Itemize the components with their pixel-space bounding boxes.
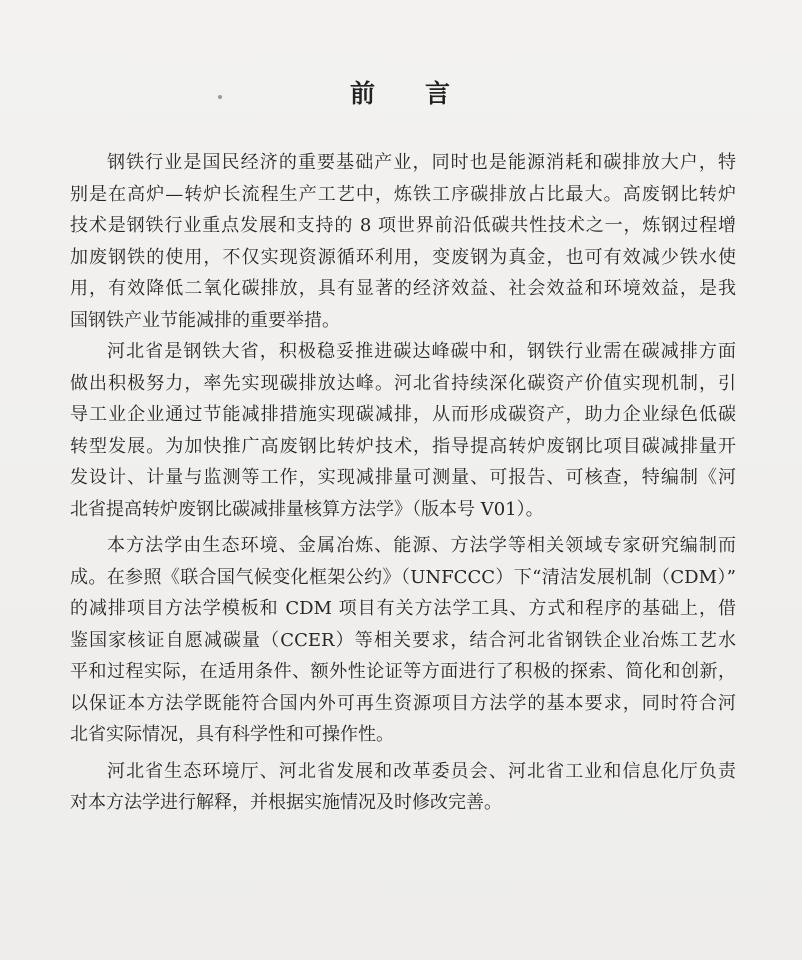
- text-line: 别是在高炉—转炉长流程生产工艺中，炼铁工序碳排放占比最大。高废钢比转炉: [70, 183, 736, 205]
- text-line: 成。在参照《联合国气候变化框架公约》（UNFCCC）下“清洁发展机制（CDM）”: [70, 566, 736, 588]
- text-line: 本方法学由生态环境、金属冶炼、能源、方法学等相关领域专家研究编制而: [107, 535, 736, 556]
- text-line: 用，有效降低二氧化碳排放，具有显著的经济效益、社会效益和环境效益，是我: [70, 278, 736, 299]
- text-line: 国钢铁产业节能减排的重要举措。: [70, 309, 340, 331]
- paragraph-2: [70, 336, 736, 525]
- text-line: 的减排项目方法学模板和 CDM 项目有关方法学工具、方式和程序的基础上，借: [70, 598, 736, 619]
- text-line: 河北省生态环境厅、河北省发展和改革委员会、河北省工业和信息化厅负责: [107, 760, 736, 782]
- text-line: 做出积极努力，率先实现碳排放达峰。河北省持续深化碳资产价值实现机制，引: [70, 372, 736, 394]
- page-title: [0, 74, 802, 110]
- text-line: 鉴国家核证自愿减碳量（CCER）等相关要求，结合河北省钢铁企业冶炼工艺水: [70, 629, 736, 651]
- paragraph-1: [70, 147, 736, 336]
- text-line: 发设计、计量与监测等工作，实现减排量可测量、可报告、可核查，特编制《河: [70, 467, 736, 488]
- body-text: [70, 147, 736, 819]
- text-line: 钢铁行业是国民经济的重要基础产业，同时也是能源消耗和碳排放大户，特: [107, 152, 736, 173]
- text-line: 平和过程实际，在适用条件、额外性论证等方面进行了积极的探索、简化和创新，: [70, 661, 736, 682]
- text-line: 河北省是钢铁大省，积极稳妥推进碳达峰碳中和，钢铁行业需在碳减排方面: [107, 341, 736, 362]
- text-line: 对本方法学进行解释，并根据实施情况及时修改完善。: [70, 792, 502, 813]
- text-line: 北省实际情况，具有科学性和可操作性。: [70, 724, 394, 745]
- text-line: 转型发展。为加快推广高废钢比转炉技术，指导提高转炉废钢比项目碳减排量开: [70, 435, 736, 457]
- text-line: 技术是钢铁行业重点发展和支持的 8 项世界前沿低碳共性技术之一，炼钢过程增: [70, 215, 736, 236]
- paragraph-4: [70, 756, 736, 819]
- text-line: 以保证本方法学既能符合国内外可再生资源项目方法学的基本要求，同时符合河: [70, 692, 736, 714]
- text-line: 导工业企业通过节能减排措施实现碳减排，从而形成碳资产，助力企业绿色低碳: [70, 404, 736, 425]
- title-char-1: 前: [349, 79, 377, 108]
- text-line: 北省提高转炉废钢比碳减排量核算方法学》（版本号 V01）。: [70, 498, 544, 520]
- title-char-2: 言: [425, 79, 453, 108]
- paragraph-3: [70, 530, 736, 751]
- text-line: 加废钢铁的使用，不仅实现资源循环利用，变废钢为真金，也可有效减少铁水使: [70, 246, 736, 268]
